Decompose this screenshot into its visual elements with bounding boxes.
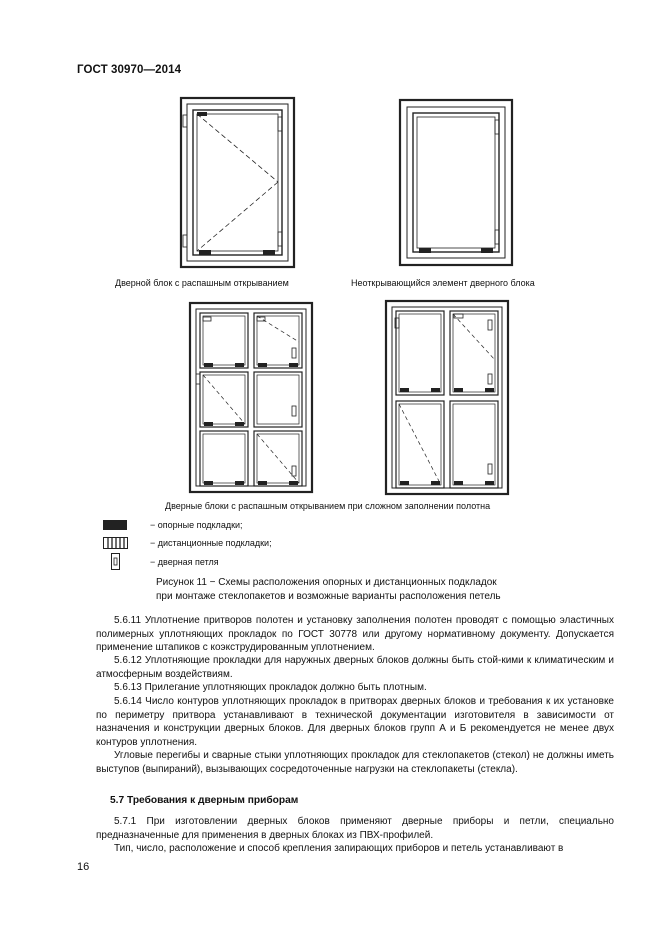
caption-door-swing: Дверной блок с распашным открыванием: [115, 278, 289, 288]
fixed-door-element-diagram: [397, 98, 515, 268]
figure-title-line-1: Рисунок 11 − Схемы расположения опорных и дистанционных подкладок: [156, 577, 497, 588]
door-four-panel-diagram: [384, 300, 511, 496]
legend-support-pads: − опорные подкладки;: [150, 520, 243, 530]
page-number: 16: [77, 861, 90, 873]
figure-title-line-2: при монтаже стеклопакетов и возможные варианты расположения петель: [156, 591, 501, 602]
paragraph-5-6-14: 5.6.14 Число контуров уплотняющих прокладок в притворах дверных блоков и требования к их установке по периметру притвора устанавливают в технической документации изготовителя в зависимости от назначения и конструкции дверных блоков. Для дверных блоков групп А и Б рекомендуется не менее двух контуров уплотнения.: [96, 696, 614, 748]
caption-complex-doors: Дверные блоки с распашным открыванием при сложном заполнении полотна: [165, 501, 491, 511]
spacer-pad-icon: [103, 537, 128, 549]
legend-door-hinge: − дверная петля: [150, 557, 219, 567]
door-swing-diagram: [175, 95, 300, 270]
legend-spacer-pads: − дистанционные подкладки;: [150, 538, 272, 548]
document-header: ГОСТ 30970—2014: [77, 64, 182, 76]
paragraph-corner-joints: Угловые перегибы и сварные стыки уплотняющих прокладок для стеклопакетов (стекол) не должны иметь выступов (выпираний), вызывающих сосредоточенные нагрузки на стеклопакеты (стекла).: [96, 750, 614, 775]
paragraph-5-6-13: 5.6.13 Прилегание уплотняющих прокладок должно быть плотным.: [114, 682, 427, 693]
caption-fixed-element: Неоткрывающийся элемент дверного блока: [351, 278, 535, 288]
paragraph-5-7-1: 5.7.1 При изготовлении дверных блоков применяют дверные приборы и петли, специально предназначенные для применения в дверных блоках из ПВХ-профилей.: [96, 816, 614, 841]
support-pad-icon: [103, 520, 127, 530]
paragraph-5-6-12: 5.6.12 Уплотняющие прокладки для наружных дверных блоков должны быть стой-кими к климатическим и атмосферным воздействиям.: [96, 655, 614, 680]
section-5-7-heading: 5.7 Требования к дверным приборам: [110, 795, 299, 806]
door-hinge-icon: [111, 553, 120, 570]
door-six-panel-diagram: [188, 302, 315, 494]
paragraph-last: Тип, число, расположение и способ крепления запирающих приборов и петель устанавливают в: [114, 843, 564, 854]
paragraph-5-6-11: 5.6.11 Уплотнение притворов полотен и установку заполнения полотен проводят с помощью эластичных полимерных уплотняющих прокладок по ГОСТ 30778 или другому нормативному документу. Допускается применение штапиков с коэкструдированным уплотнением.: [96, 615, 614, 654]
